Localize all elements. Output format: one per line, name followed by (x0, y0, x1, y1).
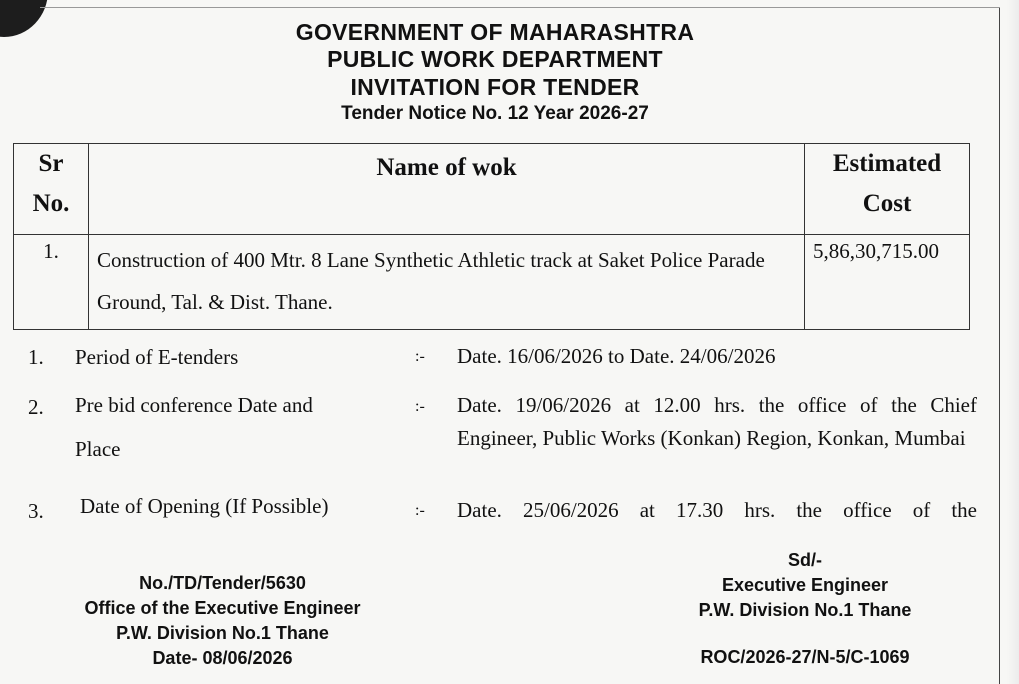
item-3-separator: :- (415, 502, 425, 519)
signature-title: Executive Engineer (721, 575, 889, 595)
column-header-sr-line1: Sr (38, 150, 64, 177)
item-3-value: Date. 25/06/2026 at 17.30 hrs. the office of the (457, 498, 977, 522)
header-invitation: INVITATION FOR TENDER (350, 74, 640, 100)
item-1-number: 1. (28, 345, 44, 369)
item-2-separator: :- (415, 398, 425, 415)
column-header-cost-line2: Cost (862, 190, 912, 217)
header-department: PUBLIC WORK DEPARTMENT (327, 46, 663, 72)
row-sr-no: 1. (14, 235, 89, 330)
row-estimated-cost: 5,86,30,715.00 (805, 235, 970, 330)
signature-sd: Sd/- (788, 550, 822, 570)
footer-division: P.W. Division No.1 Thane (116, 623, 329, 643)
item-3-number: 3. (28, 499, 44, 523)
item-1-value: Date. 16/06/2026 to Date. 24/06/2026 (457, 344, 776, 368)
signature-division: P.W. Division No.1 Thane (698, 600, 912, 620)
item-2-label-line1: Pre bid conference Date and (75, 393, 313, 417)
page-edge-shadow (1007, 0, 1019, 684)
column-header-sr-line2: No. (32, 190, 70, 217)
header-tender-notice-number: Tender Notice No. 12 Year 2026-27 (341, 103, 649, 124)
item-2-number: 2. (28, 395, 44, 419)
header-government: GOVERNMENT OF MAHARASHTRA (295, 19, 695, 45)
roc-number: ROC/2026-27/N-5/C-1069 (700, 647, 910, 667)
footer-date: Date- 08/06/2026 (152, 648, 293, 668)
column-header-name-of-work: Name of wok (89, 144, 805, 235)
item-2-label-line2: Place (75, 437, 121, 461)
footer-reference-block (50, 571, 395, 671)
item-1-label: Period of E-tenders (75, 345, 239, 369)
footer-signature-block (620, 548, 990, 670)
row-name-of-work: Construction of 400 Mtr. 8 Lane Synthetic Athletic track at Saket Police Parade Ground, Tal. & Dist. Thane. (89, 235, 805, 330)
footer-reference-number: No./TD/Tender/5630 (139, 573, 306, 593)
item-1-separator: :- (415, 348, 425, 365)
item-2-value: Date. 19/06/2026 at 12.00 hrs. the office of the Chief Engineer, Public Works (Konkan) Region, Konkan, Mumbai (457, 393, 977, 450)
column-header-cost-line1: Estimated (832, 150, 942, 177)
item-3-label: Date of Opening (If Possible) (80, 494, 329, 518)
footer-office: Office of the Executive Engineer (84, 598, 361, 618)
